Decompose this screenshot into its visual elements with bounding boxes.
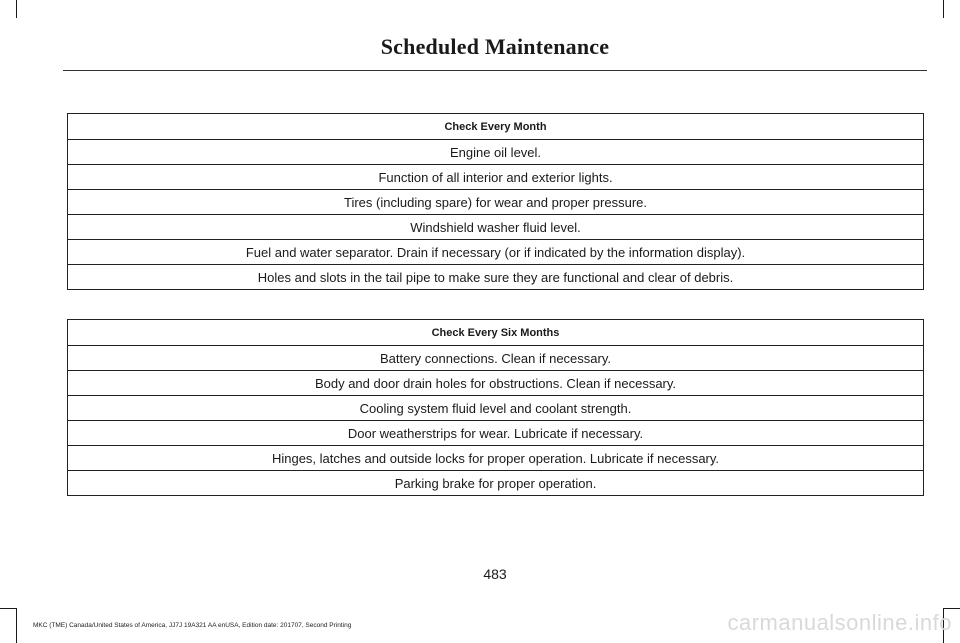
table-row [68,165,924,190]
table-cell: Function of all interior and exterior lights. [68,165,924,190]
table-cell: Body and door drain holes for obstructions. Clean if necessary. [68,371,924,396]
table-header-row [68,114,924,140]
table-row [68,396,924,421]
table-row [68,371,924,396]
table-row [68,265,924,290]
watermark: carmanualsonline.info [727,610,952,635]
table-cell: Fuel and water separator. Drain if necessary (or if indicated by the information display). [68,240,924,265]
table-row [68,240,924,265]
table-heading: Check Every Month [68,114,924,140]
crop-mark-top-right-vertical [943,0,944,18]
table-cell: Hinges, latches and outside locks for proper operation. Lubricate if necessary. [68,446,924,471]
table-row [68,421,924,446]
table-cell: Windshield washer fluid level. [68,215,924,240]
crop-mark-bottom-right-horizontal [943,608,960,609]
title-divider [63,70,927,71]
check-every-six-months-table [67,319,924,496]
table-cell: Engine oil level. [68,140,924,165]
table-heading: Check Every Six Months [68,320,924,346]
crop-mark-bottom-left-vertical [16,608,17,643]
table-cell: Holes and slots in the tail pipe to make sure they are functional and clear of debris. [68,265,924,290]
table-row [68,190,924,215]
table-row [68,471,924,496]
crop-mark-bottom-left-horizontal [0,608,16,609]
check-every-month-table [67,113,924,290]
page-title: Scheduled Maintenance [380,34,610,59]
table-row [68,140,924,165]
edition-footer: MKC (TME) Canada/United States of America, JJ7J 19A321 AA enUSA, Edition date: 201707, Second Printing [33,622,352,629]
table-row [68,446,924,471]
table-cell: Parking brake for proper operation. [68,471,924,496]
table-row [68,346,924,371]
table-cell: Tires (including spare) for wear and proper pressure. [68,190,924,215]
page-number: 483 [483,566,507,582]
table-header-row [68,320,924,346]
table-cell: Cooling system fluid level and coolant strength. [68,396,924,421]
table-cell: Battery connections. Clean if necessary. [68,346,924,371]
table-row [68,215,924,240]
crop-mark-top-left-vertical [16,0,17,18]
table-cell: Door weatherstrips for wear. Lubricate if necessary. [68,421,924,446]
